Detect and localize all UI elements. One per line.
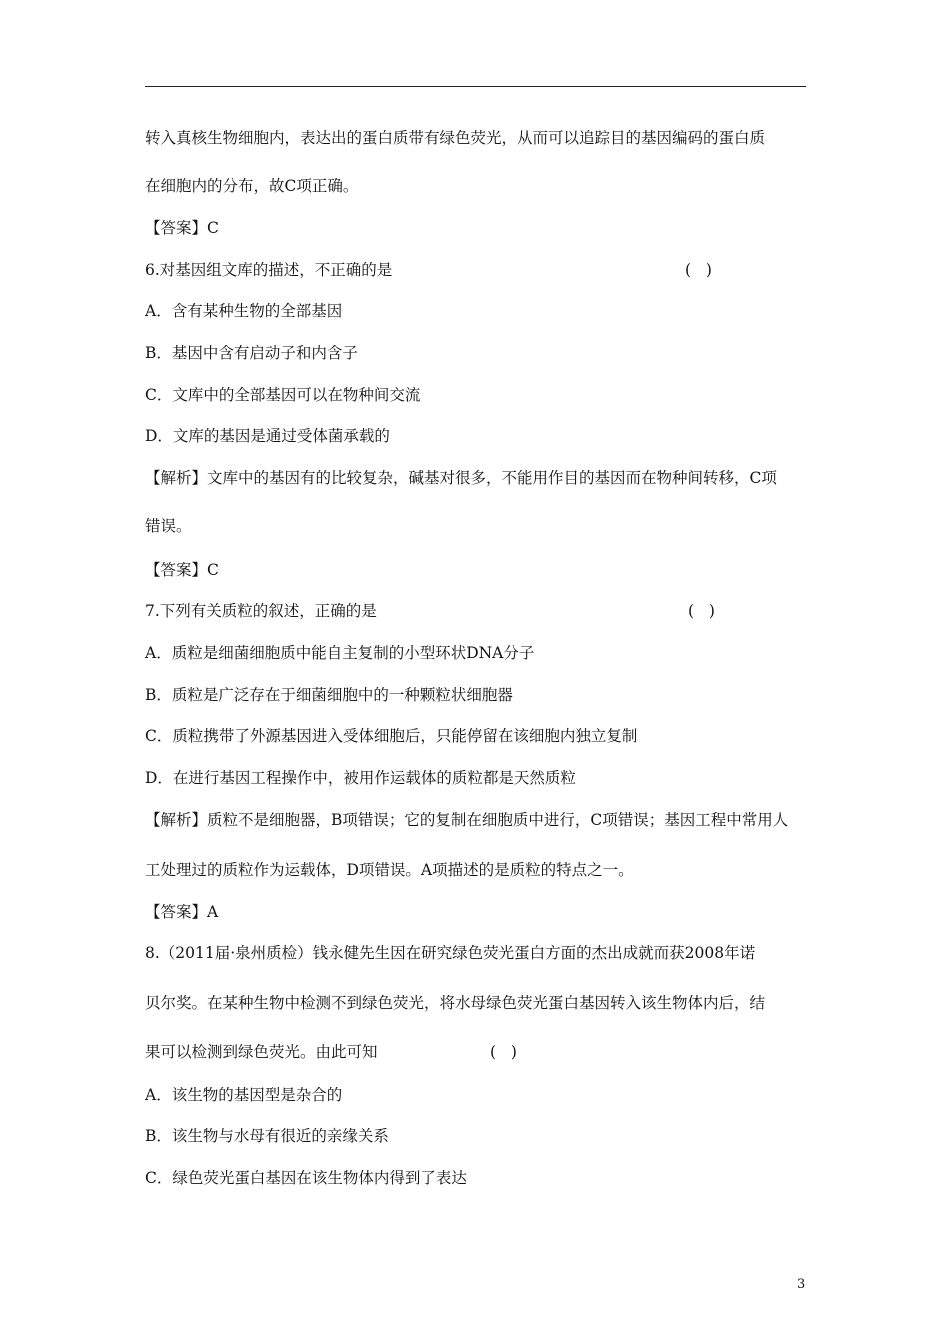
- option-c: [145, 726, 637, 746]
- option-text: A．含有某种生物的全部基因: [145, 302, 343, 320]
- option-c: [145, 1168, 467, 1188]
- answer-text: 【答案】C: [145, 219, 219, 237]
- option-c: [145, 385, 420, 405]
- question-7-stem: [145, 601, 715, 621]
- header-rule: [145, 86, 806, 87]
- option-d: [145, 426, 390, 446]
- line-text: 果可以检测到绿色荧光。由此可知: [145, 1043, 378, 1061]
- answer-line: [145, 902, 218, 922]
- text-line: [145, 516, 192, 536]
- line-text: 错误。: [145, 517, 192, 535]
- line-text: 转入真核生物细胞内，表达出的蛋白质带有绿色荧光，从而可以追踪目的基因编码的蛋白质: [145, 129, 766, 147]
- analysis-line: [145, 468, 777, 488]
- question-text: 7.下列有关质粒的叙述，正确的是: [145, 602, 377, 620]
- option-text: D．在进行基因工程操作中，被用作运载体的质粒都是天然质粒: [145, 769, 576, 787]
- answer-bracket: ( ): [490, 1043, 517, 1061]
- answer-line: [145, 560, 219, 580]
- option-text: B．该生物与水母有很近的亲缘关系: [145, 1127, 389, 1145]
- option-text: D．文库的基因是通过受体菌承载的: [145, 427, 390, 445]
- line-text: 在细胞内的分布，故C项正确。: [145, 177, 359, 195]
- text-line: [145, 1042, 517, 1062]
- line-text: 工处理过的质粒作为运载体，D项错误。A项描述的是质粒的特点之一。: [145, 861, 634, 879]
- option-a: [145, 301, 342, 321]
- answer-line: [145, 218, 219, 238]
- analysis-text: 【解析】文库中的基因有的比较复杂，碱基对很多，不能用作目的基因而在物种间转移，C项: [145, 469, 777, 487]
- analysis-line: [145, 810, 788, 830]
- answer-text: 【答案】C: [145, 561, 219, 579]
- line-text: 贝尔奖。在某种生物中检测不到绿色荧光，将水母绿色荧光蛋白基因转入该生物体内后，结: [145, 994, 766, 1012]
- text-line: [145, 176, 358, 196]
- option-text: C．文库中的全部基因可以在物种间交流: [145, 386, 421, 404]
- analysis-text: 【解析】质粒不是细胞器，B项错误；它的复制在细胞质中进行，C项错误；基因工程中常用人: [145, 811, 789, 829]
- option-text: C．绿色荧光蛋白基因在该生物体内得到了表达: [145, 1169, 467, 1187]
- text-line: [145, 128, 765, 148]
- answer-bracket: ( ): [685, 261, 712, 279]
- answer-bracket: ( ): [688, 602, 715, 620]
- option-a: [145, 1085, 342, 1105]
- option-text: B．基因中含有启动子和内含子: [145, 344, 358, 362]
- option-text: A．质粒是细菌细胞质中能自主复制的小型环状DNA分子: [145, 644, 535, 662]
- option-a: [145, 643, 534, 663]
- answer-text: 【答案】A: [145, 903, 219, 921]
- option-b: [145, 343, 358, 363]
- option-d: [145, 768, 576, 788]
- question-8-stem: [145, 943, 755, 963]
- option-text: B．质粒是广泛存在于细菌细胞中的一种颗粒状细胞器: [145, 686, 513, 704]
- question-text: 8.（2011届·泉州质检）钱永健先生因在研究绿色荧光蛋白方面的杰出成就而获2008年诺: [145, 944, 756, 962]
- question-text: 6.对基因组文库的描述，不正确的是: [145, 261, 393, 279]
- option-text: C．质粒携带了外源基因进入受体细胞后，只能停留在该细胞内独立复制: [145, 727, 638, 745]
- text-line: [145, 993, 765, 1013]
- question-6-stem: [145, 260, 712, 280]
- option-text: A．该生物的基因型是杂合的: [145, 1086, 343, 1104]
- page-number: 3: [797, 1277, 806, 1292]
- option-b: [145, 1126, 389, 1146]
- option-b: [145, 685, 513, 705]
- text-line: [145, 860, 634, 880]
